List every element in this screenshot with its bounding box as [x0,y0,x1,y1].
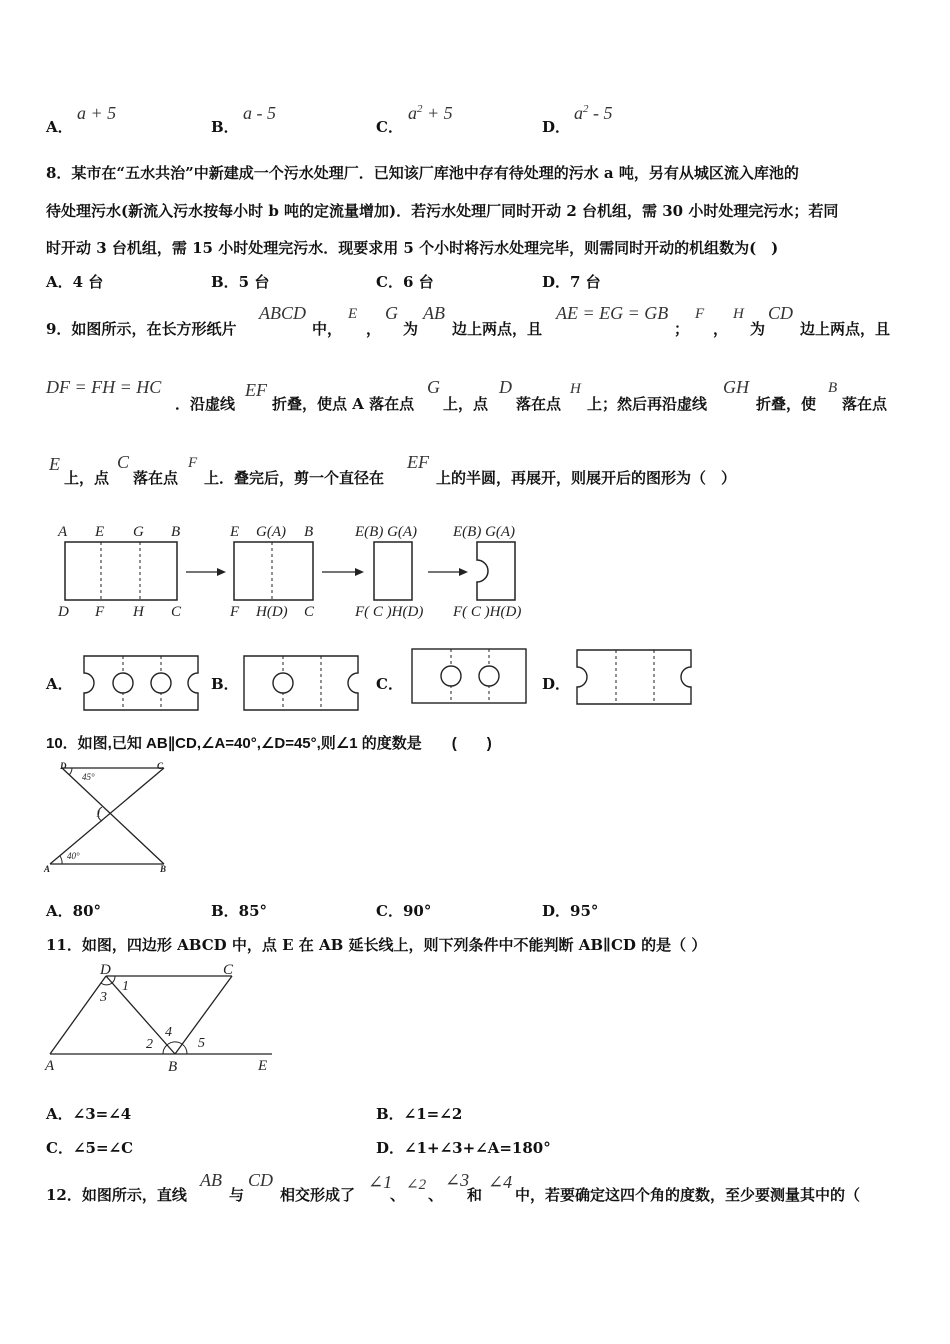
q8-option-c[interactable]: C．6 台 [376,273,434,291]
q9-s2-label-g: G(A) [256,524,286,540]
q8-option-d[interactable]: D．7 台 [542,273,601,291]
q11-text: 11．如图，四边形 ABCD 中，点 E 在 AB 延长线上，则下列条件中不能判断 AB∥CD 的是（ ） [46,936,707,954]
q9-label-d: D [58,604,69,620]
q9-arrow-1-head [217,568,226,576]
q9-s2-label-b: B [304,524,314,540]
q11-angle-2-arc [163,1045,167,1054]
q10-option-b[interactable]: B．85° [211,902,268,920]
q12-m2: CD [248,1170,274,1190]
q8-option-a[interactable]: A．4 台 [46,273,104,291]
q9-l1-p1: 9．如图所示，在长方形纸片 [46,320,237,338]
q9-option-c-figure[interactable] [408,645,533,707]
q11-label-1: 1 [122,979,129,994]
q7-option-c-letter[interactable]: C． [376,118,403,136]
q9-l2-m2: EF [245,380,267,400]
q9-option-b[interactable]: B． [211,675,239,693]
q9-l2-p6: 折叠，使 [756,395,817,413]
q12-m4: ∠2 [406,1177,427,1193]
q9-s2-label-f: F [230,604,240,620]
q9-option-d[interactable]: D． [542,675,571,693]
q9-l1-m1: ABCD [259,303,306,323]
q9-l1-p8: 为 [750,320,766,338]
q9-l2-m7: B [828,380,838,396]
q12-p2: 与 [229,1186,245,1204]
q9-l2-p3: 上，点 [443,395,489,413]
q10-text: 10．如图,已知 AB∥CD,∠A=40°,∠D=45°,则∠1 的度数是 ( ) [46,735,492,752]
q12-m6: ∠4 [488,1172,513,1192]
q10-figure [40,758,180,876]
q9-option-c[interactable]: C． [376,675,403,693]
q9-rect-step2 [234,542,313,600]
q12-p7: 中，若要确定这四个角的度数，至少要测量其中的（ [515,1186,861,1204]
q9-l1-p9: 边上两点，且 [800,320,891,338]
q11-angle-4-arc [167,1042,182,1045]
q9-l3-p4: 上的半圆，再展开，则展开后的图形为（ ） [436,469,737,487]
q9-label-g: G [133,524,144,540]
q8-line-1: 8．某市在“五水共治”中新建成一个污水处理厂．已知该厂库池中存有待处理的污水 a 吨，另有从城区流入库池的 [46,164,799,182]
q11-line-da [50,976,106,1054]
q9-l3-m3: F [188,455,198,471]
q9-rect-step3 [374,542,412,600]
q12-p6: 和 [467,1186,483,1204]
q11-line-db [106,976,175,1054]
q9-label-c: C [171,604,182,620]
q9-l2-p5: 上；然后再沿虚线 [587,395,708,413]
q9-l3-p2: 落在点 [133,469,179,487]
q10-line-ca [50,768,164,864]
q9-l2-p2: 折叠，使点 A 落在点 [272,395,415,413]
q9-l1-m7: H [733,306,744,322]
q10-label-a: A [44,864,51,874]
q9-label-e: E [95,524,105,540]
q7-option-a-expr: a + 5 [77,103,117,123]
q9-option-a-figure[interactable] [80,652,205,714]
q9-option-a[interactable]: A． [46,675,73,693]
q12-p4: 、 [390,1186,406,1204]
q7-option-b-expr: a - 5 [243,103,276,123]
q12-m1: AB [200,1170,222,1190]
q10-label-b: B [160,864,167,874]
q9-l1-p5: 边上两点，且 [452,320,543,338]
q9-l3-p1: 上，点 [64,469,110,487]
q11-angle-1-arc [112,976,115,983]
q9-s2-label-e: E [230,524,240,540]
q9-s2-label-h: H(D) [256,604,288,620]
q7-option-d-expr: $a^2 - 5$ [574,103,613,123]
q9-arrow-2-head [355,568,364,576]
q8-line-3: 时开动 3 台机组，需 15 小时处理完污水．现要求用 5 个小时将污水处理完毕，则需同时开动的机组数为( ) [46,239,779,257]
q9-s2-label-c: C [304,604,315,620]
q9-rect-step4-cut [477,542,515,600]
q9-l1-p7: ， [713,320,729,338]
q9-folding-diagram [0,510,560,625]
q12-p5: 、 [428,1186,444,1204]
q9-l2-p4: 落在点 [516,395,562,413]
q9-l3-m4: EF [407,452,429,472]
q8-line-2: 待处理污水(新流入污水按每小时 b 吨的定流量增加)．若污水处理厂同时开动 2 台机组，需 30 小时处理完污水；若同 [46,202,839,220]
q9-l1-p3: ， [366,320,382,338]
q10-option-d[interactable]: D．95° [542,902,599,920]
q9-l1-m3: G [385,303,398,323]
q9-l2-p7: 落在点 [842,395,888,413]
q12-m5: ∠3 [445,1170,470,1190]
q9-s4-label-bottom: F( C )H(D) [453,604,522,620]
q9-l2-m6: GH [723,377,749,397]
q9-l1-m5: AE = EG = GB [556,303,669,323]
q11-label-e: E [258,1058,268,1074]
q10-label-d: D [60,761,67,771]
q11-label-4: 4 [165,1025,172,1040]
q9-l1-p2: 中， [312,320,343,338]
q10-option-a[interactable]: A．80° [46,902,102,920]
q9-label-f: F [95,604,105,620]
q7-option-d-letter[interactable]: D． [542,118,571,136]
q11-label-c: C [223,962,234,978]
q9-l1-m2: E [348,306,358,322]
q9-l3-p3: 上．叠完后，剪一个直径在 [204,469,385,487]
q9-l1-m8: CD [768,303,794,323]
q9-l1-m4: AB [423,303,445,323]
q11-figure [40,958,280,1078]
q11-option-c[interactable]: C．∠5=∠C [46,1139,134,1157]
q9-arrow-3-head [459,568,468,576]
q9-l1-p4: 为 [403,320,419,338]
q9-l2-m5: H [570,381,581,397]
q10-angle-a-arc [60,856,62,864]
q10-label-45: 45° [82,772,95,782]
q10-line-db [62,768,164,864]
q9-l1-m6: F [695,306,705,322]
q11-label-a: A [45,1058,55,1074]
q11-label-3: 3 [100,990,107,1005]
q7-option-c-expr: $a^2 + 5$ [408,103,453,123]
q9-option-d-figure[interactable] [573,646,698,708]
q11-angle-3-arc [101,983,112,985]
q9-l3-m2: C [117,452,130,472]
q9-l2-m3: G [427,377,440,397]
q7-option-a-letter[interactable]: A． [46,118,73,136]
q9-s4-label-top: E(B) G(A) [453,524,516,540]
q9-l2-p1: ．沿虚线 [175,395,236,413]
q8-option-b[interactable]: B．5 台 [211,273,270,291]
q11-label-2: 2 [146,1037,153,1052]
q10-label-c: C [157,761,164,771]
q9-label-a: A [58,524,68,540]
q9-s3-label-top: E(B) G(A) [355,524,418,540]
q11-option-b[interactable]: B．∠1=∠2 [376,1105,463,1123]
q11-option-a[interactable]: A．∠3=∠4 [46,1105,132,1123]
q11-angle-5-arc [182,1044,187,1054]
q11-option-d[interactable]: D．∠1+∠3+∠A=180° [376,1139,551,1157]
q7-option-b-letter[interactable]: B． [211,118,239,136]
q9-l3-m1: E [49,454,60,474]
q9-l2-m1: DF = FH = HC [46,377,162,397]
q10-label-40: 40° [67,851,80,861]
q11-label-b: B [168,1059,178,1075]
q12-p1: 12．如图所示，直线 [46,1186,187,1204]
q11-label-d: D [100,962,111,978]
q10-angle-d-arc [69,768,72,775]
q12-p3: 相交形成了 [280,1186,356,1204]
q9-option-b-figure[interactable] [240,652,365,714]
q11-label-5: 5 [198,1036,205,1051]
q10-option-c[interactable]: C．90° [376,902,432,920]
q9-l2-m4: D [499,377,512,397]
q9-label-h: H [133,604,144,620]
q9-s3-label-bottom: F( C )H(D) [355,604,424,620]
q12-m3: ∠1 [368,1172,393,1192]
q9-l1-p6: ； [674,320,690,338]
q9-rect-step1 [65,542,177,600]
q9-label-b: B [171,524,181,540]
q10-label-1: 1 [96,809,101,820]
